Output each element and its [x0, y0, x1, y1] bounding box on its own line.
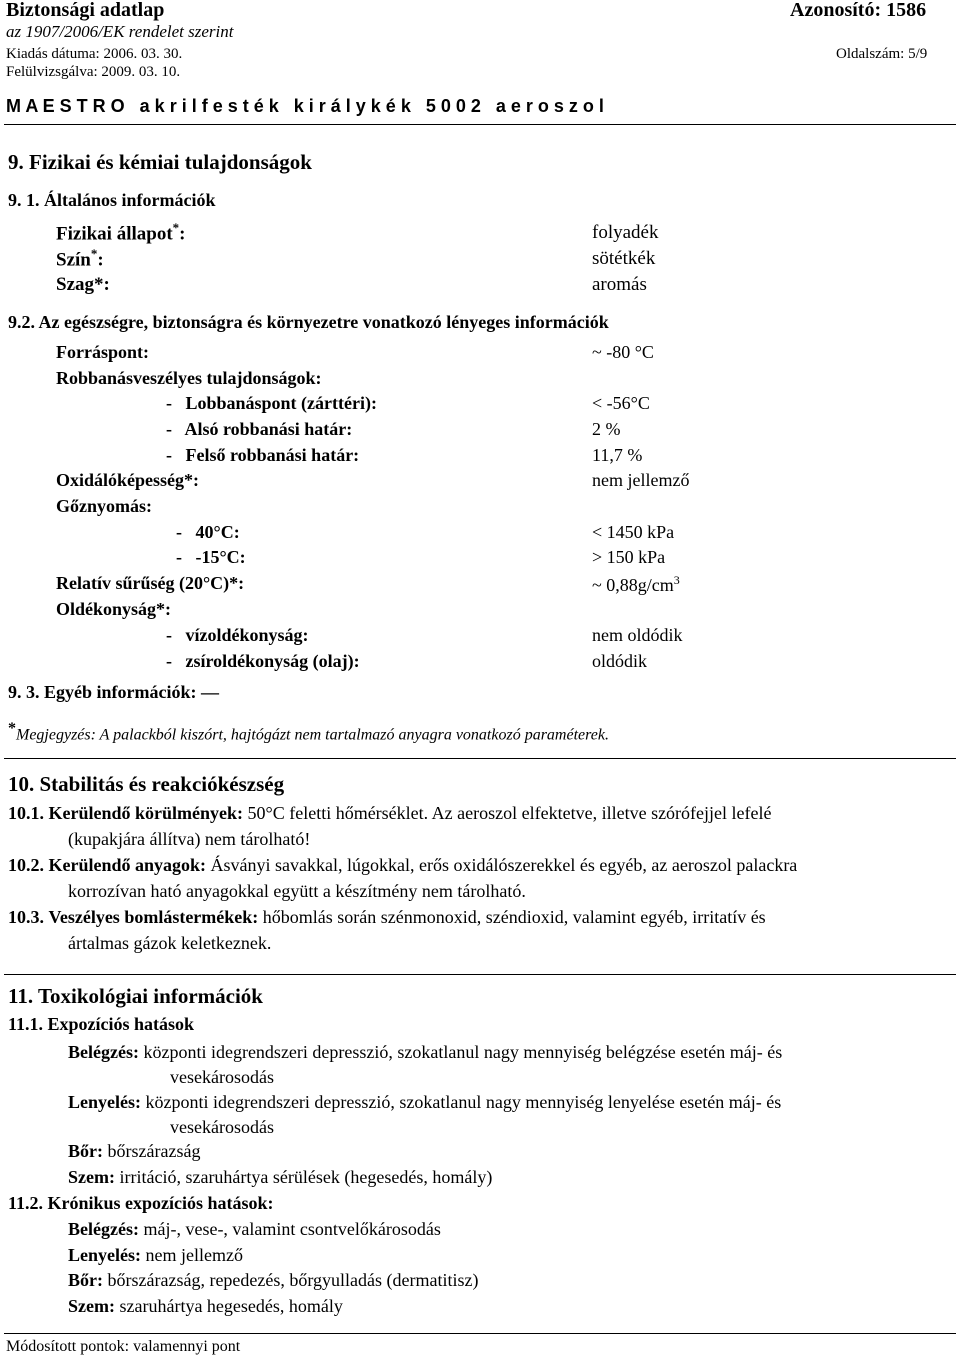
oxidizing-label: Oxidálóképesség*:	[56, 470, 200, 490]
footer-divider	[4, 1333, 956, 1334]
boiling-point-value: ~ -80 °C	[592, 342, 654, 362]
acute-skin: Bőr: bőrszárazság	[68, 1141, 201, 1161]
odor-label: Szag*:	[56, 274, 110, 295]
relative-density-value: ~ $0,88g/cm^3$	[592, 573, 680, 595]
acute-inhalation: Belégzés: központi idegrendszeri depresszió, szokatlanul nagy mennyiség belégzése esetén máj- és vesekárosodás	[68, 1042, 783, 1087]
explosive-properties-label: Robbanásveszélyes tulajdonságok:	[56, 368, 322, 388]
upper-explosion-limit-label: - Felső robbanási határ:	[166, 445, 360, 465]
section-divider-11	[4, 974, 956, 975]
acute-ingestion: Lenyelés: központi idegrendszeri depresszió, szokatlanul nagy mennyiség lenyelése esetén máj- és vesekárosodás	[68, 1092, 782, 1137]
flash-point-value: < -56°C	[592, 393, 650, 413]
section-10-3: 10.3. Veszélyes bomlástermékek: hőbomlás során szénmonoxid, széndioxid, valamint egyéb, irritatív és ártalmas gázok keletkeznek.	[8, 907, 766, 953]
section-10-heading: 10. Stabilitás és reakciókészség	[8, 772, 285, 796]
product-name: M A E S T R O a k r i l f e s t é k k i r á l y k é k 5 0 0 2 a e r o s z o l	[6, 96, 604, 116]
header-divider	[4, 124, 956, 125]
document-id	[790, 0, 926, 22]
lower-explosion-limit-label: - Alsó robbanási határ:	[166, 419, 353, 439]
color-label: Szín*:	[56, 246, 104, 271]
revision-date: Felülvizsgálva: 2009. 03. 10.	[6, 64, 181, 80]
water-solubility-label: - vízoldékonyság:	[166, 625, 309, 645]
odor-value: aromás	[592, 274, 647, 295]
section-10-1: 10.1. Kerülendő körülmények: 50°C feletti hőmérséklet. Az aeroszol elfektetve, illetve szórófejjel lefelé (kupakjára állítva) nem tárolható!	[8, 803, 772, 849]
lower-explosion-limit-value: 2 %	[592, 419, 621, 439]
water-solubility-value: nem oldódik	[592, 625, 683, 645]
section-11-heading: 11. Toxikológiai információk	[8, 984, 263, 1008]
footnote: *Megjegyzés: A palackból kiszórt, hajtógázt nem tartalmazó anyagra vonatkozó paraméterek.	[8, 720, 609, 744]
section-divider-10	[4, 758, 956, 759]
color-value: sötétkék	[592, 248, 656, 269]
upper-explosion-limit-value: 11,7 %	[592, 445, 643, 465]
boiling-point-label: Forráspont:	[56, 342, 149, 362]
page-number: Oldalszám: 5/9	[836, 46, 928, 62]
section-9-3-heading: 9. 3. Egyéb információk: —	[8, 682, 219, 702]
vapor-pressure-label: Gőznyomás:	[56, 496, 152, 516]
chronic-inhalation: Belégzés: máj-, vese-, valamint csontvelőkárosodás	[68, 1219, 441, 1239]
acute-eye: Szem: irritáció, szaruhártya sérülések (hegesedés, homály)	[68, 1167, 493, 1187]
chronic-skin: Bőr: bőrszárazság, repedezés, bőrgyulladás (dermatitisz)	[68, 1270, 479, 1290]
section-9-heading: 9. Fizikai és kémiai tulajdonságok	[8, 150, 312, 174]
physical-state-label: Fizikai állapot*:	[56, 220, 186, 245]
modified-points: Módosított pontok: valamennyi pont	[6, 1338, 241, 1355]
id-value: 1586	[886, 0, 927, 21]
vapor-minus15c-label: - -15°C:	[176, 547, 246, 567]
vapor-minus15c-value: > 150 kPa	[592, 547, 666, 567]
fat-solubility-value: oldódik	[592, 651, 648, 671]
section-11-1-heading: 11.1. Expozíciós hatások	[8, 1014, 195, 1034]
fat-solubility-label: - zsíroldékonyság (olaj):	[166, 651, 360, 671]
physical-state-value: folyadék	[592, 222, 659, 243]
flash-point-label: - Lobbanáspont (zárttéri):	[166, 393, 377, 413]
section-9-2-heading: 9.2. Az egészségre, biztonságra és környezetre vonatkozó lényeges információk	[8, 312, 609, 332]
regulation-reference: az 1907/2006/EK rendelet szerint	[6, 22, 234, 41]
section-9-1-heading: 9. 1. Általános információk	[8, 190, 216, 210]
id-label: Azonosító:	[790, 0, 882, 21]
chronic-ingestion: Lenyelés: nem jellemző	[68, 1245, 243, 1265]
vapor-40c-label: - 40°C:	[176, 522, 240, 542]
section-11-2-heading: 11.2. Krónikus expozíciós hatások:	[8, 1193, 274, 1213]
section-10-2: 10.2. Kerülendő anyagok: Ásványi savakkal, lúgokkal, erős oxidálószerekkel és egyéb, az aeroszol palackra korrozívan ható anyagokkal együtt a készítmény nem tárolható.	[8, 855, 798, 901]
oxidizing-value: nem jellemző	[592, 470, 690, 490]
relative-density-label: Relatív sűrűség (20°C)*:	[56, 573, 245, 593]
solubility-label: Oldékonyság*:	[56, 599, 172, 619]
issue-date: Kiadás dátuma: 2006. 03. 30.	[6, 46, 183, 62]
document-title: Biztonsági adatlap	[6, 0, 165, 21]
vapor-40c-value: < 1450 kPa	[592, 522, 675, 542]
chronic-eye: Szem: szaruhártya hegesedés, homály	[68, 1296, 343, 1316]
